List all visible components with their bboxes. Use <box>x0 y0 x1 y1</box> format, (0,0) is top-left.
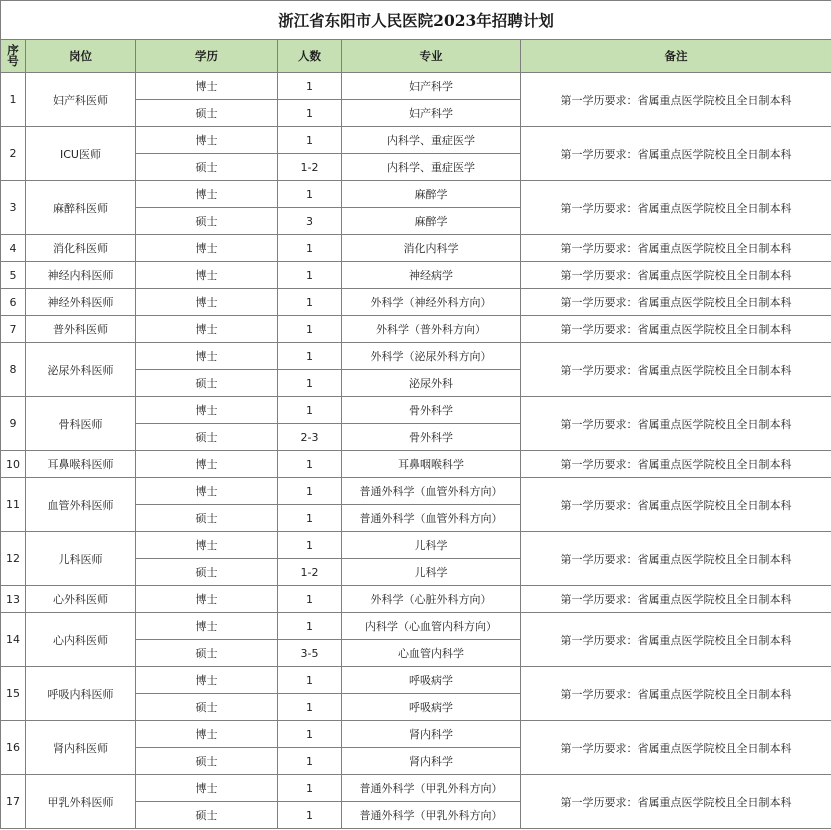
major-cell: 普通外科学（血管外科方向） <box>342 478 521 505</box>
count-cell: 1 <box>278 505 342 532</box>
table-row <box>1 613 831 640</box>
table-row <box>1 775 831 802</box>
major-cell: 内科学、重症医学 <box>342 127 521 154</box>
count-cell: 1 <box>278 181 342 208</box>
position-cell: 神经外科医师 <box>26 289 136 316</box>
header-major: 专业 <box>342 40 521 73</box>
seq-cell: 11 <box>1 478 26 532</box>
count-cell: 2-3 <box>278 424 342 451</box>
position-cell: 呼吸内科医师 <box>26 667 136 721</box>
position-cell: 妇产科医师 <box>26 73 136 127</box>
seq-cell: 10 <box>1 451 26 478</box>
note-cell: 第一学历要求：省属重点医学院校且全日制本科 <box>521 775 831 829</box>
table-body <box>1 73 831 829</box>
count-cell: 1 <box>278 73 342 100</box>
count-cell: 1 <box>278 748 342 775</box>
table-row <box>1 397 831 424</box>
major-cell: 肾内科学 <box>342 748 521 775</box>
header-seq <box>1 40 26 73</box>
header-count: 人数 <box>278 40 342 73</box>
title-row <box>1 1 831 40</box>
header-note: 备注 <box>521 40 831 73</box>
degree-cell: 硕士 <box>136 370 278 397</box>
count-cell: 1 <box>278 586 342 613</box>
header-position: 岗位 <box>26 40 136 73</box>
major-cell: 内科学（心血管内科方向） <box>342 613 521 640</box>
note-cell: 第一学历要求：省属重点医学院校且全日制本科 <box>521 613 831 667</box>
header-row <box>1 40 831 73</box>
table-row <box>1 262 831 289</box>
count-cell: 1 <box>278 478 342 505</box>
table-row <box>1 181 831 208</box>
note-cell: 第一学历要求：省属重点医学院校且全日制本科 <box>521 181 831 235</box>
position-cell: 血管外科医师 <box>26 478 136 532</box>
major-cell: 肾内科学 <box>342 721 521 748</box>
position-cell: 骨科医师 <box>26 397 136 451</box>
major-cell: 泌尿外科 <box>342 370 521 397</box>
seq-cell: 8 <box>1 343 26 397</box>
count-cell: 1 <box>278 721 342 748</box>
table-row <box>1 343 831 370</box>
degree-cell: 博士 <box>136 181 278 208</box>
note-cell: 第一学历要求：省属重点医学院校且全日制本科 <box>521 289 831 316</box>
degree-cell: 博士 <box>136 451 278 478</box>
major-cell: 儿科学 <box>342 532 521 559</box>
major-cell: 外科学（普外科方向） <box>342 316 521 343</box>
degree-cell: 博士 <box>136 775 278 802</box>
count-cell: 3-5 <box>278 640 342 667</box>
count-cell: 1 <box>278 343 342 370</box>
major-cell: 普通外科学（甲乳外科方向） <box>342 775 521 802</box>
count-cell: 1 <box>278 532 342 559</box>
degree-cell: 博士 <box>136 316 278 343</box>
degree-cell: 博士 <box>136 397 278 424</box>
seq-cell: 5 <box>1 262 26 289</box>
major-cell: 外科学（心脏外科方向） <box>342 586 521 613</box>
major-cell: 消化内科学 <box>342 235 521 262</box>
degree-cell: 硕士 <box>136 694 278 721</box>
major-cell: 内科学、重症医学 <box>342 154 521 181</box>
position-cell: 神经内科医师 <box>26 262 136 289</box>
major-cell: 麻醉学 <box>342 208 521 235</box>
header-seq-top: 序 <box>7 43 19 57</box>
seq-cell: 13 <box>1 586 26 613</box>
degree-cell: 博士 <box>136 721 278 748</box>
note-cell: 第一学历要求：省属重点医学院校且全日制本科 <box>521 586 831 613</box>
major-cell: 儿科学 <box>342 559 521 586</box>
note-cell: 第一学历要求：省属重点医学院校且全日制本科 <box>521 73 831 127</box>
major-cell: 普通外科学（血管外科方向） <box>342 505 521 532</box>
table-row <box>1 478 831 505</box>
table-row <box>1 532 831 559</box>
header-degree: 学历 <box>136 40 278 73</box>
table-title: 浙江省东阳市人民医院2023年招聘计划 <box>1 1 831 40</box>
count-cell: 1 <box>278 316 342 343</box>
major-cell: 普通外科学（甲乳外科方向） <box>342 802 521 829</box>
degree-cell: 硕士 <box>136 802 278 829</box>
count-cell: 1-2 <box>278 559 342 586</box>
position-cell: 心外科医师 <box>26 586 136 613</box>
seq-cell: 9 <box>1 397 26 451</box>
note-cell: 第一学历要求：省属重点医学院校且全日制本科 <box>521 316 831 343</box>
major-cell: 妇产科学 <box>342 73 521 100</box>
table-row <box>1 235 831 262</box>
table-row <box>1 316 831 343</box>
note-cell: 第一学历要求：省属重点医学院校且全日制本科 <box>521 262 831 289</box>
major-cell: 呼吸病学 <box>342 694 521 721</box>
count-cell: 1 <box>278 370 342 397</box>
count-cell: 1-2 <box>278 154 342 181</box>
count-cell: 3 <box>278 208 342 235</box>
count-cell: 1 <box>278 235 342 262</box>
degree-cell: 博士 <box>136 127 278 154</box>
note-cell: 第一学历要求：省属重点医学院校且全日制本科 <box>521 235 831 262</box>
count-cell: 1 <box>278 100 342 127</box>
major-cell: 耳鼻咽喉科学 <box>342 451 521 478</box>
note-cell: 第一学历要求：省属重点医学院校且全日制本科 <box>521 667 831 721</box>
note-cell: 第一学历要求：省属重点医学院校且全日制本科 <box>521 478 831 532</box>
note-cell: 第一学历要求：省属重点医学院校且全日制本科 <box>521 721 831 775</box>
table-row <box>1 667 831 694</box>
note-cell: 第一学历要求：省属重点医学院校且全日制本科 <box>521 343 831 397</box>
degree-cell: 博士 <box>136 289 278 316</box>
count-cell: 1 <box>278 289 342 316</box>
note-cell: 第一学历要求：省属重点医学院校且全日制本科 <box>521 532 831 586</box>
seq-cell: 2 <box>1 127 26 181</box>
degree-cell: 博士 <box>136 478 278 505</box>
count-cell: 1 <box>278 451 342 478</box>
note-cell: 第一学历要求：省属重点医学院校且全日制本科 <box>521 451 831 478</box>
note-cell: 第一学历要求：省属重点医学院校且全日制本科 <box>521 127 831 181</box>
degree-cell: 硕士 <box>136 640 278 667</box>
count-cell: 1 <box>278 802 342 829</box>
position-cell: 普外科医师 <box>26 316 136 343</box>
major-cell: 骨外科学 <box>342 397 521 424</box>
degree-cell: 博士 <box>136 235 278 262</box>
count-cell: 1 <box>278 667 342 694</box>
seq-cell: 15 <box>1 667 26 721</box>
degree-cell: 硕士 <box>136 559 278 586</box>
major-cell: 妇产科学 <box>342 100 521 127</box>
count-cell: 1 <box>278 694 342 721</box>
position-cell: 甲乳外科医师 <box>26 775 136 829</box>
degree-cell: 博士 <box>136 262 278 289</box>
seq-cell: 17 <box>1 775 26 829</box>
table-row <box>1 451 831 478</box>
table-row <box>1 586 831 613</box>
count-cell: 1 <box>278 775 342 802</box>
degree-cell: 博士 <box>136 532 278 559</box>
major-cell: 骨外科学 <box>342 424 521 451</box>
seq-cell: 6 <box>1 289 26 316</box>
position-cell: 儿科医师 <box>26 532 136 586</box>
major-cell: 外科学（泌尿外科方向） <box>342 343 521 370</box>
seq-cell: 1 <box>1 73 26 127</box>
seq-cell: 7 <box>1 316 26 343</box>
degree-cell: 博士 <box>136 667 278 694</box>
position-cell: 消化科医师 <box>26 235 136 262</box>
seq-cell: 16 <box>1 721 26 775</box>
degree-cell: 硕士 <box>136 100 278 127</box>
seq-cell: 14 <box>1 613 26 667</box>
major-cell: 外科学（神经外科方向） <box>342 289 521 316</box>
major-cell: 呼吸病学 <box>342 667 521 694</box>
degree-cell: 硕士 <box>136 208 278 235</box>
degree-cell: 博士 <box>136 613 278 640</box>
position-cell: 肾内科医师 <box>26 721 136 775</box>
degree-cell: 博士 <box>136 343 278 370</box>
position-cell: 麻醉科医师 <box>26 181 136 235</box>
major-cell: 心血管内科学 <box>342 640 521 667</box>
degree-cell: 博士 <box>136 73 278 100</box>
degree-cell: 硕士 <box>136 424 278 451</box>
major-cell: 神经病学 <box>342 262 521 289</box>
table-row <box>1 127 831 154</box>
position-cell: 泌尿外科医师 <box>26 343 136 397</box>
seq-cell: 12 <box>1 532 26 586</box>
count-cell: 1 <box>278 127 342 154</box>
degree-cell: 硕士 <box>136 505 278 532</box>
position-cell: 心内科医师 <box>26 613 136 667</box>
table-row <box>1 73 831 100</box>
count-cell: 1 <box>278 262 342 289</box>
position-cell: 耳鼻喉科医师 <box>26 451 136 478</box>
position-cell: ICU医师 <box>26 127 136 181</box>
count-cell: 1 <box>278 397 342 424</box>
note-cell: 第一学历要求：省属重点医学院校且全日制本科 <box>521 397 831 451</box>
table-row <box>1 289 831 316</box>
degree-cell: 硕士 <box>136 154 278 181</box>
count-cell: 1 <box>278 613 342 640</box>
degree-cell: 博士 <box>136 586 278 613</box>
major-cell: 麻醉学 <box>342 181 521 208</box>
table-row <box>1 721 831 748</box>
seq-cell: 4 <box>1 235 26 262</box>
degree-cell: 硕士 <box>136 748 278 775</box>
seq-cell: 3 <box>1 181 26 235</box>
header-seq-bottom: 号 <box>7 54 19 68</box>
